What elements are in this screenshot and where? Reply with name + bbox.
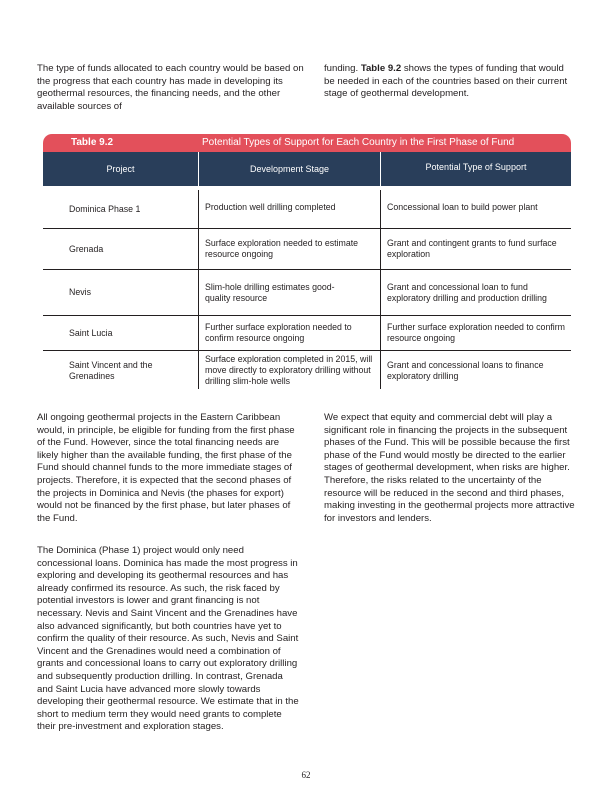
cell-support: Grant and contingent grants to fund surface exploration — [387, 238, 557, 259]
header-project: Project — [106, 164, 135, 174]
table-row — [43, 190, 571, 229]
column-divider — [380, 316, 381, 350]
intro-paragraph-left: The type of funds allocated to each country would be based on the progress that each country has made in developing its geothermal resources, the financing needs, and the other available sources of — [37, 63, 304, 112]
cell-support: Further surface exploration needed to confirm resource ongoing — [387, 322, 565, 343]
cell-project: Grenada — [69, 243, 104, 254]
column-divider — [198, 270, 199, 315]
cell-project: Saint Vincent and the Grenadines — [69, 360, 153, 381]
table-header-row — [43, 152, 571, 186]
table-row — [43, 270, 571, 316]
column-divider — [380, 351, 381, 389]
table-title: Potential Types of Support for Each Country in the First Phase of Fund — [202, 137, 515, 148]
header-support-type: Potential Type of Support — [425, 162, 527, 172]
column-divider — [380, 229, 381, 269]
body-paragraph-left-2: The Dominica (Phase 1) project would only need concessional loans. Dominica has made the most progress in exploring and developing its geothermal resources and has already confirmed its resource. As such, the risk faced by potential investors is lower and grant financing is not necessary. Nevis and Saint Vincent and the Grenadines have also advanced significantly, but both countries have yet to confirm the quality of their resource. As such, Nevis and Saint Vincent and the Grenadines would need a combination of grants and concessional loans to carry out exploratory drilling and subsequently production drilling. In contrast, Grenada and Saint Lucia have advanced more slowly towards developing their geothermal resource. We estimate that in the short to medium term they would need grants to complete their pre-investment and exploration stages. — [37, 545, 299, 733]
cell-support: Grant and concessional loans to finance exploratory drilling — [387, 360, 544, 381]
cell-project: Saint Lucia — [69, 327, 113, 338]
table-title-bar — [43, 134, 571, 152]
cell-support: Concessional loan to build power plant — [387, 201, 538, 212]
table-row — [43, 351, 571, 389]
intro-right-text-b: shows the types of funding that would be needed in each of the countries based on their current stage of geothermal development. — [324, 63, 568, 100]
column-divider — [198, 190, 199, 228]
cell-project: Nevis — [69, 287, 91, 297]
column-divider — [198, 351, 199, 389]
table-reference: Table 9.2 — [360, 63, 402, 74]
cell-stage: Surface exploration completed in 2015, will move directly to exploratory drilling without drilling slim-hole wells — [205, 354, 373, 386]
column-divider — [198, 316, 199, 350]
cell-stage: Surface exploration needed to estimate resource ongoing — [205, 238, 359, 259]
column-divider — [198, 229, 199, 269]
header-development-stage: Development Stage — [249, 164, 330, 174]
table-row — [43, 316, 571, 351]
cell-support: Grant and concessional loan to fund exploratory drilling and production drilling — [387, 281, 547, 303]
cell-stage: Further surface exploration needed to confirm resource ongoing — [205, 322, 352, 343]
table-title-banner — [43, 134, 571, 152]
intro-right-text-a: funding. — [324, 63, 361, 74]
body-paragraph-right-1: We expect that equity and commercial debt will play a significant role in financing the projects in the subsequent phases of the Fund. This will be possible because the first phase of the Fund would mostly be directed to the earlier stages of geothermal development, when risks are higher. Therefore, the risks related to the uncertainty of the resource will be reduced in the second and third phases, making investing in the geothermal projects more attractive for investors and lenders. — [324, 412, 575, 524]
table-row — [43, 229, 571, 270]
intro-paragraph-right — [324, 63, 574, 101]
page-number: 62 — [301, 770, 311, 780]
column-divider — [380, 190, 381, 228]
cell-project: Dominica Phase 1 — [69, 203, 141, 214]
cell-stage: Production well drilling completed — [205, 201, 336, 212]
body-paragraph-left-1: All ongoing geothermal projects in the Eastern Caribbean would, in principle, be eligible for funding from the first phase of the Fund. However, since the total financing needs are likely higher than the available funding, the first phase of the Fund should channel funds to the more immediate stages of projects. Therefore, it is expected that the second phases of the projects in Dominica and Nevis (the phases for export) would not be financed by the first phase, but later phases of the Fund. — [37, 412, 295, 524]
cell-stage: Slim-hole drilling estimates good-quality resource — [205, 281, 335, 303]
column-divider — [380, 270, 381, 315]
table-label: Table 9.2 — [71, 137, 114, 148]
